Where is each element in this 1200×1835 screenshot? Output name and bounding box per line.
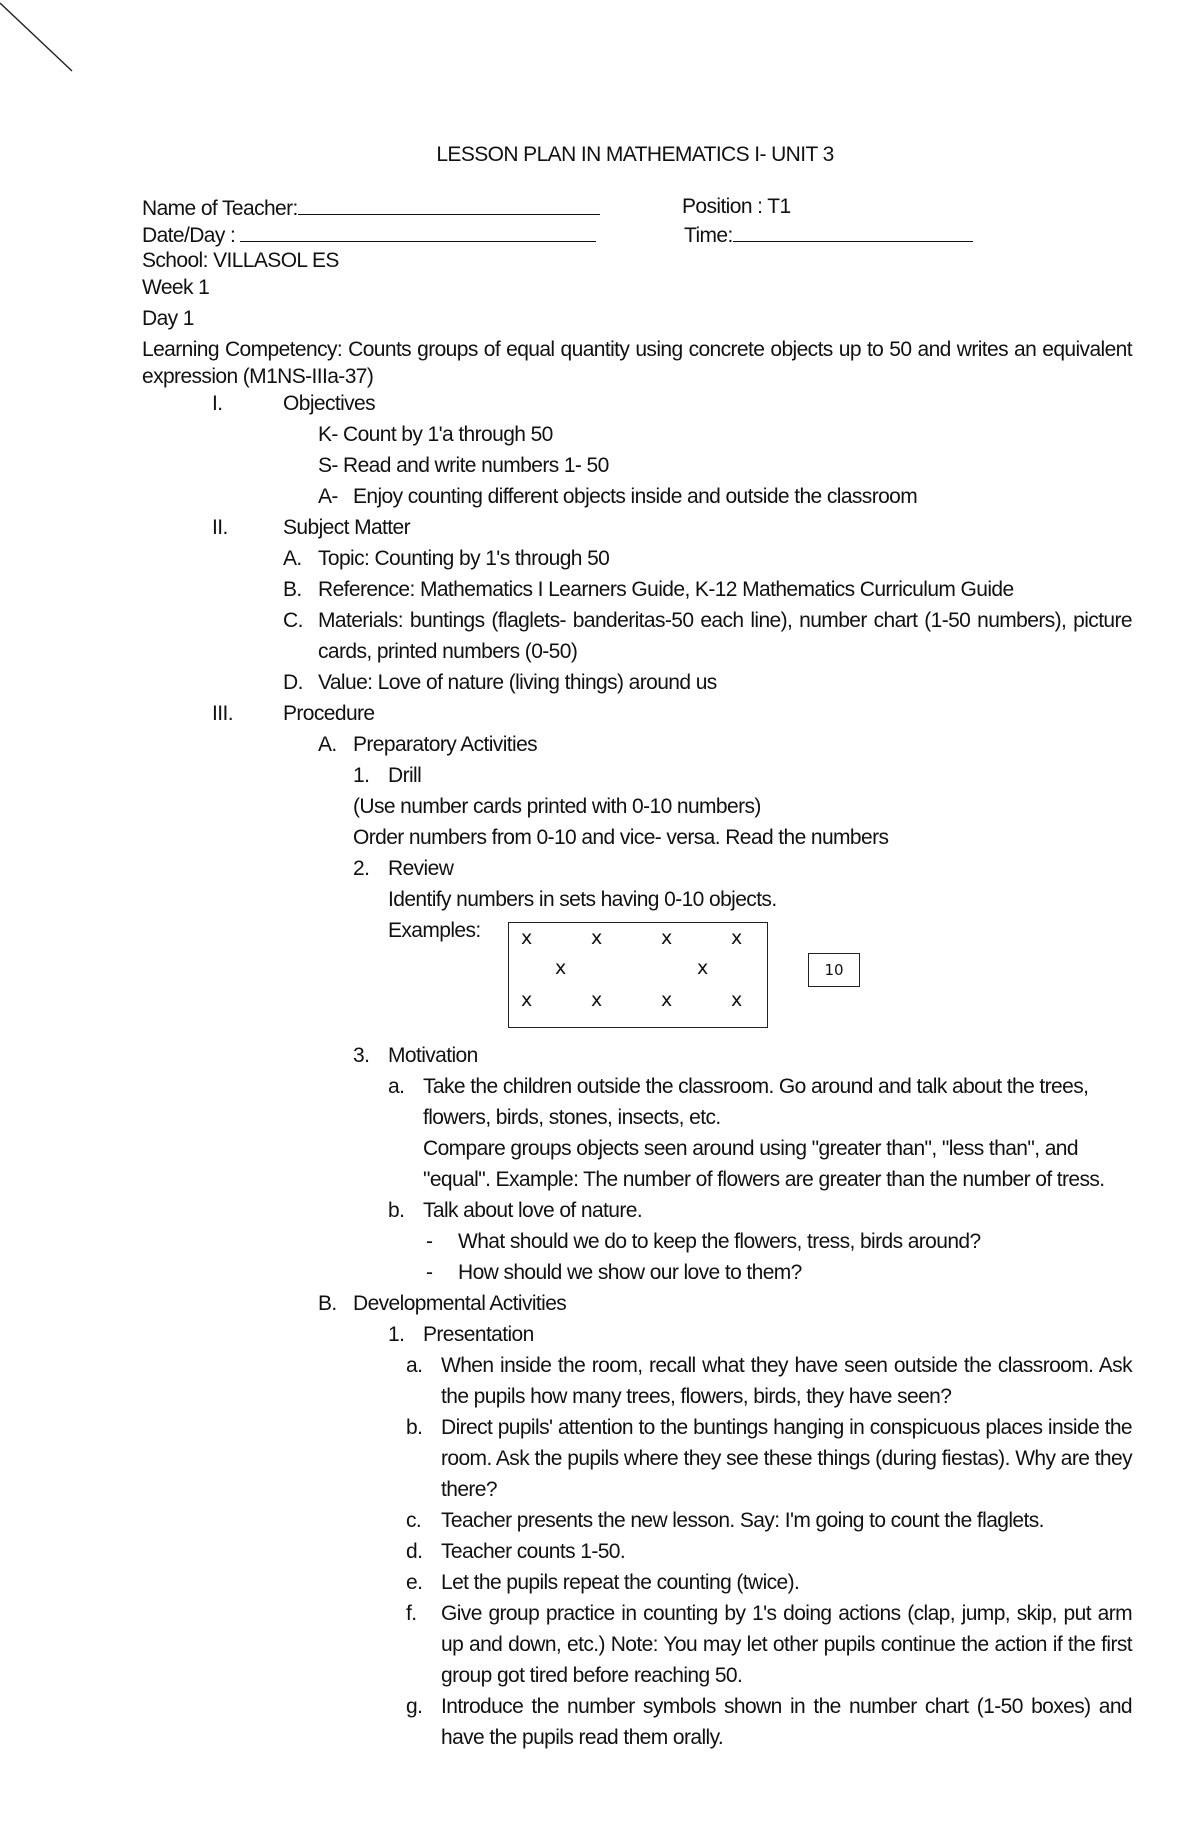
time-label: Time: bbox=[684, 224, 733, 247]
presentation-e: Let the pupils repeat the counting (twice). bbox=[441, 1571, 800, 1594]
list-marker: A. bbox=[318, 733, 337, 756]
motivation-a-line-4: "equal". Example: The number of flowers are greater than the number of tress. bbox=[423, 1168, 1105, 1191]
teacher-label: Name of Teacher: bbox=[142, 197, 298, 220]
date-blank-line bbox=[240, 221, 596, 242]
drill-heading: Drill bbox=[388, 764, 422, 787]
teacher-name-field bbox=[142, 194, 600, 222]
list-marker: A. bbox=[283, 547, 302, 570]
motivation-b-question-2: How should we show our love to them? bbox=[458, 1261, 802, 1284]
preparatory-activities: Preparatory Activities bbox=[353, 733, 538, 756]
list-marker: 2. bbox=[353, 857, 370, 880]
presentation-d: Teacher counts 1-50. bbox=[441, 1540, 626, 1563]
list-marker: b. bbox=[406, 1416, 423, 1439]
count-answer-box: 10 bbox=[808, 953, 860, 987]
subject-topic: Topic: Counting by 1's through 50 bbox=[318, 547, 610, 570]
dash-marker: - bbox=[426, 1230, 433, 1253]
school-line: School: VILLASOL ES bbox=[142, 249, 339, 272]
motivation-b: Talk about love of nature. bbox=[423, 1199, 643, 1222]
presentation-b-line-3: there? bbox=[441, 1478, 497, 1501]
date-day-field bbox=[142, 221, 596, 249]
dash-marker: - bbox=[426, 1261, 433, 1284]
list-marker: C. bbox=[283, 609, 303, 632]
list-marker: e. bbox=[406, 1571, 423, 1594]
competency-line-1: Learning Competency: Counts groups of equal quantity using concrete objects up to 50 and writes an equivalent bbox=[142, 338, 1132, 361]
subject-materials-line-2: cards, printed numbers (0-50) bbox=[318, 640, 578, 663]
section-heading-procedure: Procedure bbox=[283, 702, 375, 725]
presentation-f-line-3: group got tired before reaching 50. bbox=[441, 1664, 743, 1687]
review-heading: Review bbox=[388, 857, 454, 880]
time-field bbox=[684, 221, 973, 249]
x-mark: x bbox=[661, 989, 673, 1011]
motivation-a-line-1: Take the children outside the classroom. Go around and talk about the trees, bbox=[423, 1075, 1089, 1098]
day-line: Day 1 bbox=[142, 307, 194, 330]
list-marker: 3. bbox=[353, 1044, 370, 1067]
review-line-1: Identify numbers in sets having 0-10 objects. bbox=[388, 888, 777, 911]
subject-value: Value: Love of nature (living things) around us bbox=[318, 671, 717, 694]
position-field: Position : T1 bbox=[682, 195, 791, 218]
section-number: III. bbox=[212, 702, 233, 725]
presentation-a-line-1: When inside the room, recall what they have seen outside the classroom. Ask bbox=[441, 1354, 1132, 1377]
motivation-b-question-1: What should we do to keep the flowers, tress, birds around? bbox=[458, 1230, 981, 1253]
x-mark: x bbox=[521, 927, 533, 949]
time-blank-line bbox=[733, 221, 973, 242]
presentation-b-line-1: Direct pupils' attention to the buntings hanging in conspicuous places inside the bbox=[441, 1416, 1132, 1439]
list-marker: 1. bbox=[353, 764, 370, 787]
developmental-activities: Developmental Activities bbox=[353, 1292, 567, 1315]
drill-line-1: (Use number cards printed with 0-10 numbers) bbox=[353, 795, 761, 818]
presentation-g-line-1: Introduce the number symbols shown in the number chart (1-50 boxes) and bbox=[441, 1695, 1132, 1718]
motivation-a-line-2: flowers, birds, stones, insects, etc. bbox=[423, 1106, 721, 1129]
section-heading-objectives: Objectives bbox=[283, 392, 376, 415]
presentation-f-line-2: up and down, etc.) Note: You may let other pupils continue the action if the first bbox=[441, 1633, 1132, 1656]
objective-s: S- Read and write numbers 1- 50 bbox=[318, 454, 609, 477]
x-mark: x bbox=[591, 989, 603, 1011]
list-marker: d. bbox=[406, 1540, 423, 1563]
list-marker: a. bbox=[406, 1354, 423, 1377]
subject-reference: Reference: Mathematics I Learners Guide, K-12 Mathematics Curriculum Guide bbox=[318, 578, 1014, 601]
motivation-a-line-3: Compare groups objects seen around using "greater than", "less than", and bbox=[423, 1137, 1078, 1160]
presentation-f-line-1: Give group practice in counting by 1's doing actions (clap, jump, skip, put arm bbox=[441, 1602, 1132, 1625]
list-marker: A- bbox=[318, 485, 338, 508]
list-marker: 1. bbox=[388, 1323, 405, 1346]
date-label: Date/Day : bbox=[142, 224, 236, 247]
document-title: LESSON PLAN IN MATHEMATICS I- UNIT 3 bbox=[436, 143, 834, 166]
x-mark: x bbox=[591, 927, 603, 949]
x-mark: x bbox=[521, 989, 533, 1011]
x-mark: x bbox=[697, 957, 709, 979]
presentation-c: Teacher presents the new lesson. Say: I'm going to count the flaglets. bbox=[441, 1509, 1044, 1532]
presentation-g-line-2: have the pupils read them orally. bbox=[441, 1726, 724, 1749]
x-mark: x bbox=[731, 927, 743, 949]
list-marker: b. bbox=[388, 1199, 405, 1222]
list-marker: B. bbox=[318, 1292, 337, 1315]
subject-materials-line-1: Materials: buntings (flaglets- banderitas-50 each line), number chart (1-50 numbers), picture bbox=[318, 609, 1132, 632]
motivation-heading: Motivation bbox=[388, 1044, 478, 1067]
list-marker: f. bbox=[406, 1602, 417, 1625]
list-marker: a. bbox=[388, 1075, 405, 1098]
list-marker: D. bbox=[283, 671, 303, 694]
presentation-heading: Presentation bbox=[423, 1323, 534, 1346]
objective-a: Enjoy counting different objects inside and outside the classroom bbox=[353, 485, 918, 508]
week-line: Week 1 bbox=[142, 276, 210, 299]
list-marker: B. bbox=[283, 578, 302, 601]
list-marker: g. bbox=[406, 1695, 423, 1718]
examples-label: Examples: bbox=[388, 919, 481, 942]
list-marker: c. bbox=[406, 1509, 422, 1532]
corner-fold-line bbox=[0, 0, 80, 80]
teacher-blank-line bbox=[298, 194, 600, 215]
section-number: I. bbox=[212, 392, 223, 415]
section-number: II. bbox=[212, 516, 228, 539]
x-mark: x bbox=[555, 957, 567, 979]
presentation-a-line-2: the pupils how many trees, flowers, birds, they have seen? bbox=[441, 1385, 952, 1408]
example-set-box bbox=[508, 922, 768, 1028]
presentation-b-line-2: room. Ask the pupils where they see these things (during fiestas). Why are they bbox=[441, 1447, 1132, 1470]
x-mark: x bbox=[731, 989, 743, 1011]
objective-k: K- Count by 1'a through 50 bbox=[318, 423, 553, 446]
drill-line-2: Order numbers from 0-10 and vice- versa. Read the numbers bbox=[353, 826, 889, 849]
section-heading-subject-matter: Subject Matter bbox=[283, 516, 410, 539]
competency-line-2: expression (M1NS-IIIa-37) bbox=[142, 365, 374, 388]
x-mark: x bbox=[661, 927, 673, 949]
